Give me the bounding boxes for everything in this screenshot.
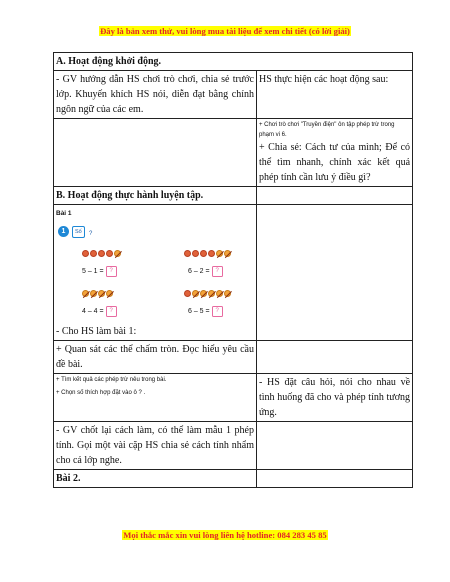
equation-text: 6 – 2 = bbox=[188, 268, 210, 275]
crossed-dot-icon bbox=[224, 290, 231, 297]
table-row bbox=[54, 341, 413, 374]
empty-cell bbox=[257, 341, 413, 374]
table-row bbox=[54, 470, 413, 488]
exercise-2-label: Bài 2. bbox=[54, 470, 257, 488]
dot-icon bbox=[208, 250, 215, 257]
dot-icon bbox=[184, 290, 191, 297]
section-a-title: A. Hoạt động khởi động. bbox=[54, 53, 413, 71]
empty-cell bbox=[257, 205, 413, 341]
crossed-dot-icon bbox=[82, 290, 89, 297]
lesson-table bbox=[53, 52, 413, 488]
equation-1 bbox=[82, 264, 117, 279]
choose-number-text: + Chọn số thích hợp đặt vào ô ? . bbox=[56, 390, 146, 396]
equation-2 bbox=[188, 264, 223, 279]
dot-icon bbox=[192, 250, 199, 257]
answer-box[interactable]: ? bbox=[212, 306, 223, 317]
section-b-title: B. Hoạt động thực hành luyện tập. bbox=[54, 187, 257, 205]
student-game-text: + Chơi trò chơi "Truyền điện" ôn tập phép trừ trong phạm vi 6. bbox=[259, 122, 395, 138]
crossed-dot-icon bbox=[216, 250, 223, 257]
empty-cell bbox=[257, 187, 413, 205]
cho-hs-text: - Cho HS làm bài 1: bbox=[56, 326, 137, 337]
student-ask-text: - HS đặt câu hỏi, nói cho nhau về tình huống đã cho và phép tính tương ứng. bbox=[257, 374, 413, 422]
exercise-question-mark: ? bbox=[89, 231, 93, 237]
dot-icon bbox=[106, 250, 113, 257]
table-row bbox=[54, 205, 413, 341]
equation-4 bbox=[188, 304, 223, 319]
crossed-dot-icon bbox=[106, 290, 113, 297]
empty-cell bbox=[54, 119, 257, 187]
table-row bbox=[54, 71, 413, 119]
exercise-1-label: Bài 1 bbox=[56, 210, 72, 217]
hotline-banner bbox=[0, 530, 450, 540]
crossed-dot-icon bbox=[224, 250, 231, 257]
dot-group-1 bbox=[82, 250, 121, 257]
crossed-dot-icon bbox=[98, 290, 105, 297]
answer-box[interactable]: ? bbox=[106, 266, 117, 277]
dot-icon bbox=[90, 250, 97, 257]
find-result-text: + Tìm kết quả các phép trừ nêu trong bài. bbox=[56, 377, 167, 383]
crossed-dot-icon bbox=[114, 250, 121, 257]
equation-text: 6 – 5 = bbox=[188, 308, 210, 315]
equation-text: 5 – 1 = bbox=[82, 268, 104, 275]
answer-box[interactable]: ? bbox=[106, 306, 117, 317]
crossed-dot-icon bbox=[192, 290, 199, 297]
table-row bbox=[54, 422, 413, 470]
table-row bbox=[54, 187, 413, 205]
student-share-text: + Chia sẻ: Cách tư của mình; Để có thể tìm nhanh, chính xác kết quả phép tính cần lưu ý điều gì? bbox=[259, 142, 411, 183]
crossed-dot-icon bbox=[208, 290, 215, 297]
observe-text: + Quan sát các thể chấm tròn. Đọc hiểu yêu cầu đề bài. bbox=[54, 341, 257, 374]
dot-group-4 bbox=[184, 290, 231, 297]
student-activity-a: HS thực hiện các hoạt động sau: bbox=[257, 71, 413, 119]
crossed-dot-icon bbox=[216, 290, 223, 297]
hotline-banner-text: Mọi thắc mắc xin vui lòng liên hệ hotline: 084 283 45 85 bbox=[123, 530, 327, 540]
exercise-number-badge: 1 bbox=[58, 226, 69, 237]
empty-cell bbox=[257, 422, 413, 470]
task-instructions bbox=[54, 374, 257, 422]
dot-icon bbox=[184, 250, 191, 257]
equation-3 bbox=[82, 304, 117, 319]
gv-wrap-text: - GV chốt lại cách làm, có thể làm mẫu 1 phép tính. Gọi một vài cặp HS chia sẻ cách tính nhẩm cho cả lớp nghe. bbox=[54, 422, 257, 470]
dot-icon bbox=[200, 250, 207, 257]
dot-icon bbox=[82, 250, 89, 257]
crossed-dot-icon bbox=[90, 290, 97, 297]
empty-cell bbox=[257, 470, 413, 488]
table-row bbox=[54, 119, 413, 187]
student-activity-a-details bbox=[257, 119, 413, 187]
answer-box[interactable]: ? bbox=[212, 266, 223, 277]
dot-group-2 bbox=[184, 250, 231, 257]
exercise-1-cell bbox=[54, 205, 257, 341]
dot-icon bbox=[98, 250, 105, 257]
exercise-1-illustration bbox=[56, 206, 254, 324]
dot-group-3 bbox=[82, 290, 113, 297]
equation-text: 4 – 4 = bbox=[82, 308, 104, 315]
preview-banner-text: Đây là bản xem thử, vui lòng mua tài liệu để xem chi tiết (có lời giải) bbox=[100, 26, 350, 36]
teacher-activity-a: - GV hướng dẫn HS chơi trò chơi, chia sẻ trước lớp. Khuyến khích HS nói, diễn đạt bằng chính ngôn ngữ của các em. bbox=[54, 71, 257, 119]
table-row bbox=[54, 53, 413, 71]
exercise-tag: Số bbox=[72, 226, 85, 238]
table-row bbox=[54, 374, 413, 422]
crossed-dot-icon bbox=[200, 290, 207, 297]
preview-banner bbox=[0, 26, 450, 36]
